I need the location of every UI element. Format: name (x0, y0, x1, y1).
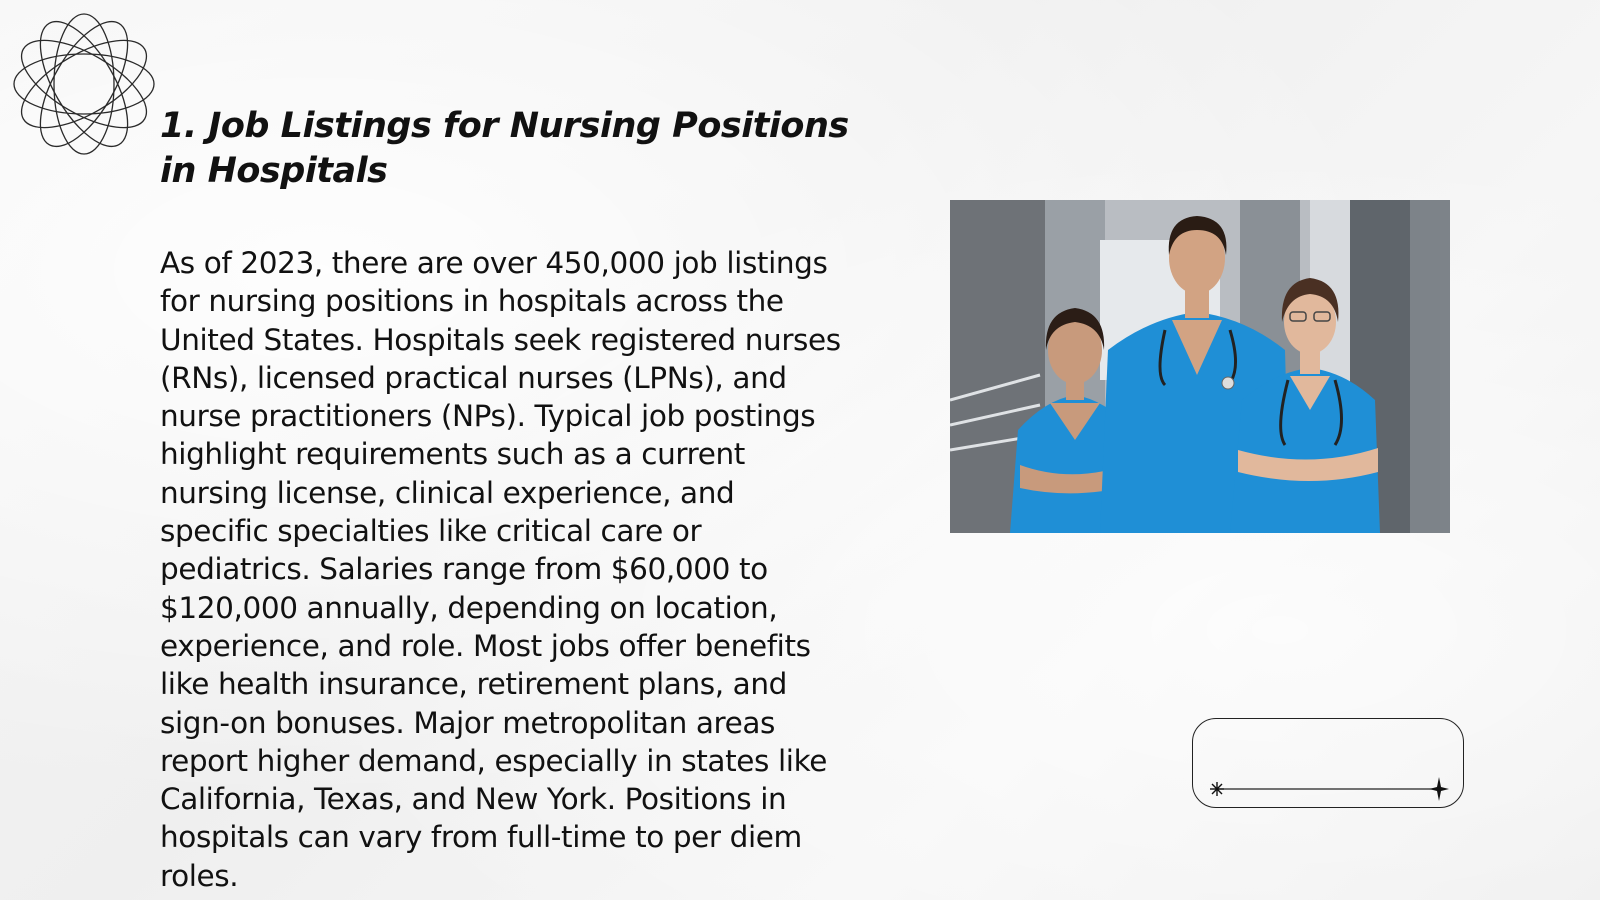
four-point-star-icon (1429, 777, 1449, 801)
slide-title: 1. Job Listings for Nursing Positions in Hospitals (160, 106, 849, 191)
slide-body-text: As of 2023, there are over 450,000 job listings for nursing positions in hospitals across the United States. Hospitals seek registered nurses (RNs), licensed practical nurses (LPNs), and nurse practitioners (NPs). Typical job postings highlight requirements such as a current nursing license, clinical experience, and specific specialties like critical care or pediatrics. Salaries range from $60,000 to $120,000 annually, depending on location, experience, and role. Most jobs offer benefits like health insurance, retirement plans, and sign-on bonuses. Major metropolitan areas report higher demand, especially in states like California, Texas, and New York. Positions in hospitals can vary from full-time to per diem roles. (160, 246, 841, 893)
orbital-rings-icon (10, 10, 158, 158)
sparkle-icon (1210, 782, 1224, 796)
decorative-frame (1192, 718, 1464, 808)
nurses-photo (950, 200, 1450, 533)
